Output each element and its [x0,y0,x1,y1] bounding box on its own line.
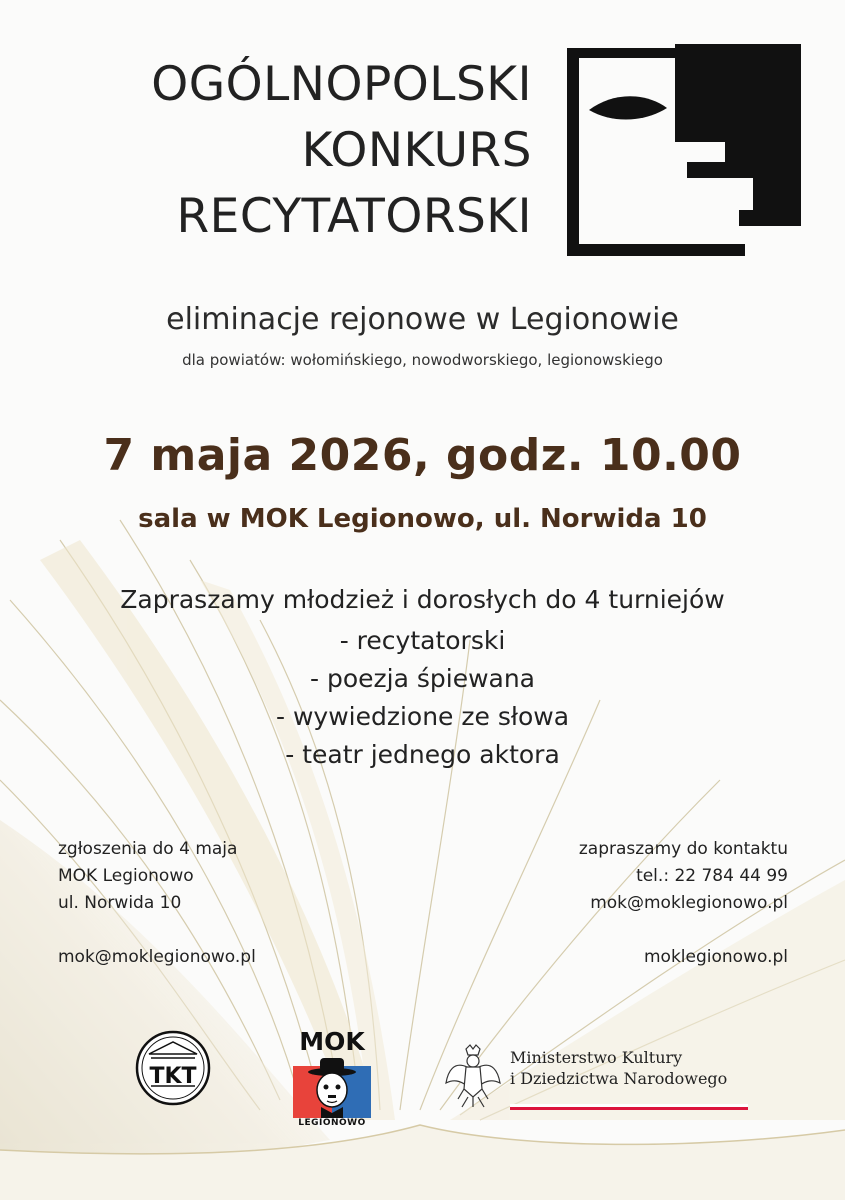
event-date: 7 maja 2026, godz. 10.00 [103,430,742,481]
subtitle-counties: dla powiatów: wołomińskiego, nowodworskiego, legionowskiego [182,351,663,369]
title-line-3: RECYTATORSKI [176,189,532,244]
list-item: - recytatorski [339,626,506,655]
title-line-2: KONKURS [301,123,532,178]
contact-email[interactable]: mok@moklegionowo.pl [590,893,788,913]
ministry-line-2: i Dziedzictwa Narodowego [510,1069,728,1088]
invitation-text: Zapraszamy młodzież i dorosłych do 4 turniejów [120,585,725,614]
contact-website[interactable]: moklegionowo.pl [643,947,788,967]
chaplin-icon [293,1058,371,1118]
title-line-1: OGÓLNOPOLSKI [151,57,532,112]
mok-logo-title: MOK [299,1027,365,1056]
polish-flag-bar [510,1104,748,1110]
contact-phone[interactable]: tel.: 22 784 44 99 [636,866,788,886]
registration-org: MOK Legionowo [58,866,194,886]
subtitle-main: eliminacje rejonowe w Legionowie [166,302,679,337]
mok-logo [289,1028,375,1132]
list-item: - poezja śpiewana [310,664,535,693]
polish-eagle-icon [444,1043,502,1109]
tkt-logo [135,1030,211,1106]
poster-title [0,52,532,250]
registration-address: ul. Norwida 10 [58,893,182,913]
tournament-list [0,622,845,774]
registration-info [58,836,256,971]
event-venue: sala w MOK Legionowo, ul. Norwida 10 [138,504,707,534]
registration-email[interactable]: mok@moklegionowo.pl [58,947,256,967]
contact-heading: zapraszamy do kontaktu [578,839,788,859]
tkt-logo-text: TKT [149,1064,197,1089]
list-item: - wywiedzione ze słowa [275,702,570,731]
contact-info [579,836,788,971]
theatre-face-logo [567,44,801,256]
ministry-line-1: Ministerstwo Kultury [510,1048,683,1067]
mok-logo-city: LEGIONOWO [298,1118,366,1128]
ministry-name [510,1047,727,1089]
registration-deadline: zgłoszenia do 4 maja [58,839,238,859]
list-item: - teatr jednego aktora [285,740,560,769]
